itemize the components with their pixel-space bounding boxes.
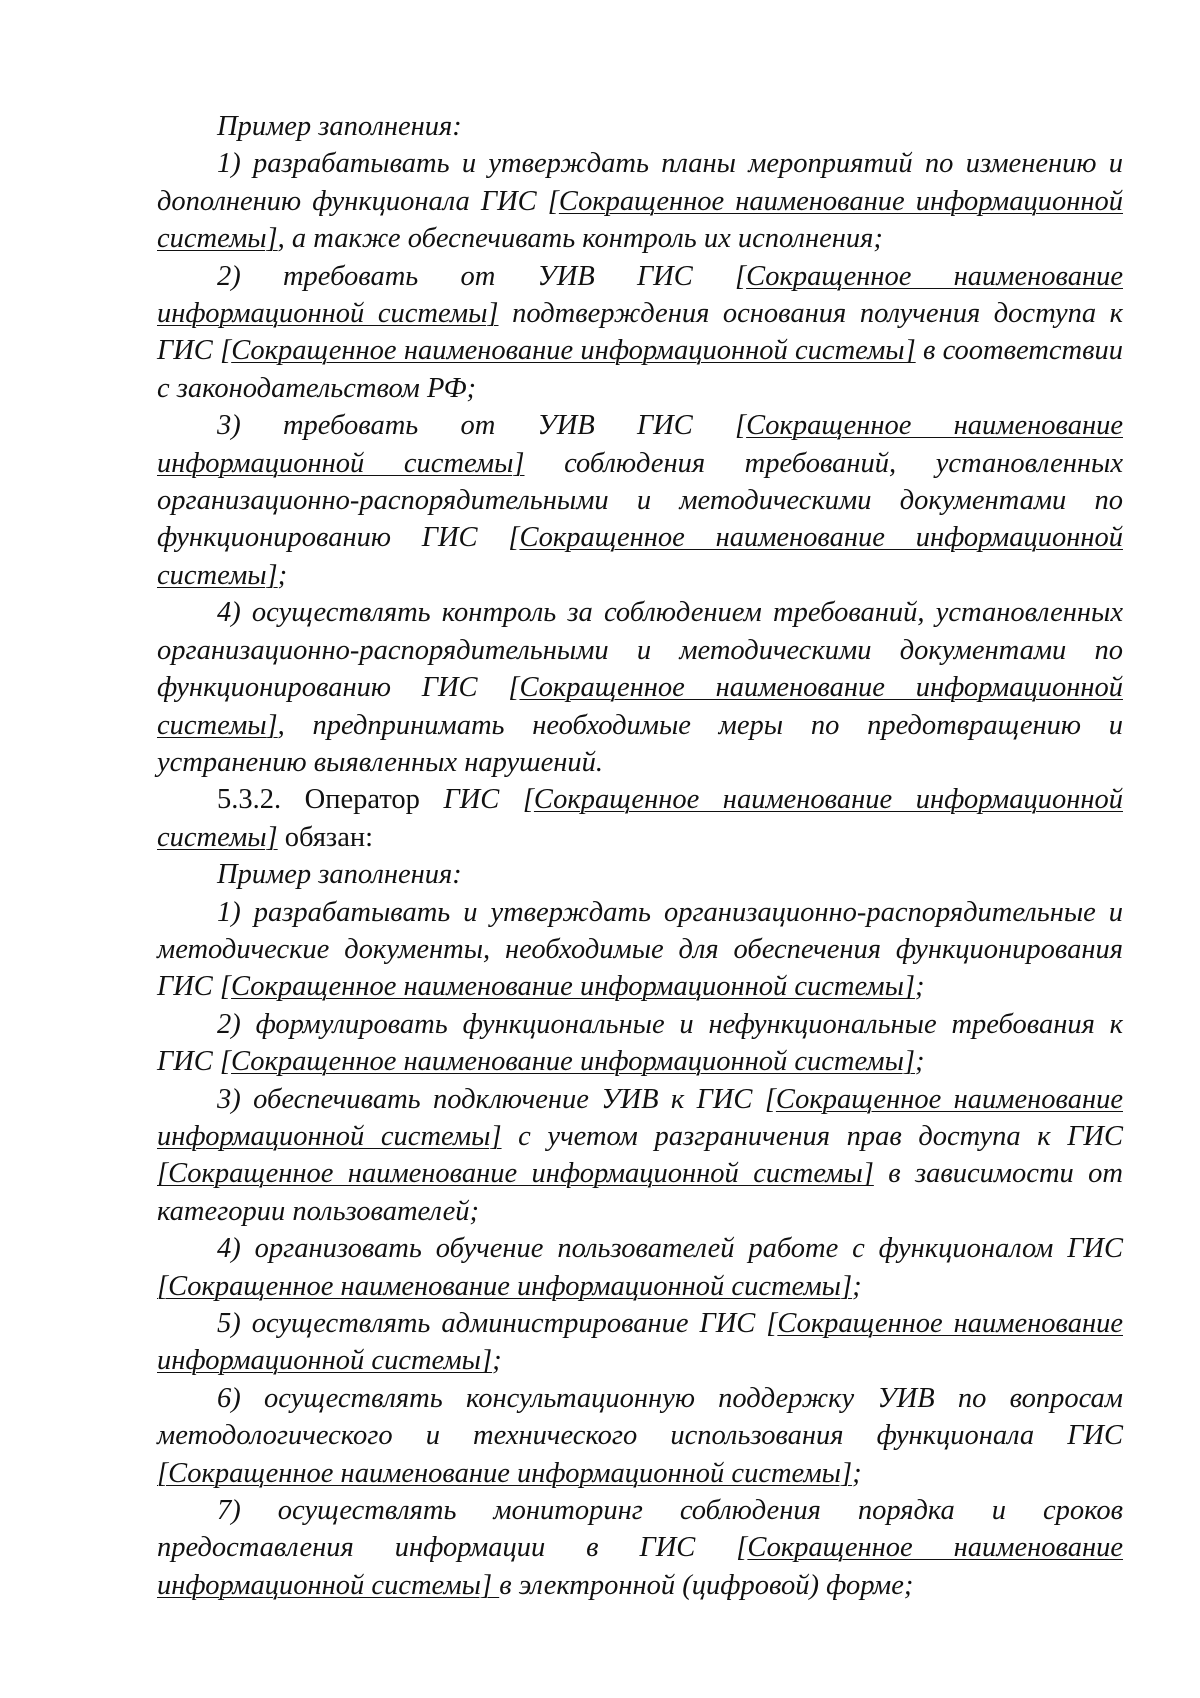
paragraph-text: 5.3.2. Оператор: [217, 784, 444, 816]
placeholder-text: Сокращенное наименование информационной системы]: [231, 335, 916, 367]
document-paragraph: [157, 108, 1123, 145]
placeholder-text: [Сокращенное наименование информационной системы]: [157, 1457, 853, 1489]
placeholder-text: Сокращенное наименование информационной системы]: [231, 1046, 916, 1078]
paragraph-text: 4) осуществлять контроль за соблюдением требований, установленных организационно-распорядительными и методическими документами по функционированию ГИС [: [157, 597, 1123, 704]
document-page: [157, 108, 1123, 1604]
paragraph-text: 2) формулировать функциональные и нефункциональные требования к ГИС [: [157, 1008, 1123, 1078]
paragraph-text: 5) осуществлять администрирование ГИС [: [217, 1308, 778, 1339]
paragraph-text: 1) разрабатывать и утверждать планы мероприятий по изменению и дополнению функционала ГИС [: [157, 148, 1123, 217]
paragraph-text: ;: [852, 1457, 862, 1489]
paragraph-text: соблюдения требований, установленных организационно-распорядительными и методическими документами по функционированию ГИС [: [157, 447, 1123, 554]
document-paragraph: [157, 894, 1123, 1006]
document-paragraph: [157, 1081, 1123, 1231]
paragraph-text: 6) осуществлять консультационную поддержку УИВ по вопросам методологического и технического использования функционала ГИС: [157, 1382, 1123, 1452]
paragraph-text: ;: [915, 971, 925, 1003]
document-paragraph: [157, 1230, 1123, 1305]
document-paragraph: [157, 1380, 1123, 1492]
placeholder-text: Сокращенное наименование информационной системы]: [157, 185, 1123, 255]
paragraph-text: ;: [492, 1345, 502, 1377]
paragraph-text: ;: [915, 1046, 925, 1078]
placeholder-text: Сокращенное наименование информационной системы]: [157, 784, 1123, 853]
placeholder-text: Сокращенное наименование информационной системы]: [157, 1083, 1123, 1152]
document-paragraph: [157, 145, 1123, 257]
paragraph-text: ;: [852, 1270, 862, 1302]
placeholder-text: Сокращенное наименование информационной системы]: [157, 1308, 1123, 1377]
paragraph-text: , а также обеспечивать контроль их исполнения;: [277, 223, 883, 255]
placeholder-text: Сокращенное наименование информационной системы]: [157, 672, 1123, 741]
document-paragraph: [157, 1305, 1123, 1380]
paragraph-text: в электронной (цифровой) форме;: [499, 1569, 914, 1601]
paragraph-text: в зависимости от категории пользователей;: [157, 1158, 1123, 1227]
document-paragraph: [157, 407, 1123, 594]
paragraph-text: ГИС [: [443, 784, 534, 816]
placeholder-text: [Сокращенное наименование информационной системы]: [157, 1158, 874, 1190]
paragraph-text: ;: [277, 559, 288, 591]
paragraph-text: в соответствии с законодательством РФ;: [157, 335, 1123, 404]
document-paragraph: [157, 258, 1123, 408]
document-paragraph: [157, 856, 1123, 893]
paragraph-text: с учетом разграничения прав доступа к ГИС: [501, 1120, 1123, 1152]
paragraph-text: , предпринимать необходимые меры по предотвращению и устранению выявленных нарушений.: [157, 709, 1123, 778]
paragraph-text: 1) разрабатывать и утверждать организационно-распорядительные и методические документы, необходимые для обеспечения функционирования ГИС [: [157, 896, 1123, 1003]
document-paragraph: [157, 1006, 1123, 1081]
paragraph-text: 3) требовать от УИВ ГИС [: [217, 410, 747, 442]
paragraph-text: обязан:: [277, 821, 374, 853]
placeholder-text: Сокращенное наименование информационной системы]: [157, 522, 1123, 591]
placeholder-text: Сокращенное наименование информационной системы]: [157, 260, 1123, 330]
placeholder-text: Сокращенное наименование информационной системы]: [231, 971, 916, 1003]
paragraph-text: 4) организовать обучение пользователей работе с функционалом ГИС: [217, 1233, 1123, 1265]
document-paragraph: [157, 594, 1123, 781]
document-paragraph: [157, 781, 1123, 856]
placeholder-text: [Сокращенное наименование информационной системы]: [157, 1270, 853, 1302]
placeholder-text: Сокращенное наименование информационной системы]: [157, 410, 1123, 479]
paragraph-text: подтверждения основания получения доступа к ГИС [: [157, 298, 1123, 367]
paragraph-text: Пример заполнения:: [217, 111, 462, 142]
paragraph-text: 2) требовать от УИВ ГИС [: [217, 260, 747, 292]
placeholder-text: Сокращенное наименование информационной системы]: [157, 1532, 1124, 1601]
document-paragraph: [157, 1492, 1123, 1604]
paragraph-text: 3) обеспечивать подключение УИВ к ГИС [: [217, 1083, 776, 1115]
paragraph-text: 7) осуществлять мониторинг соблюдения порядка и сроков предоставления информации в ГИС [: [157, 1495, 1123, 1564]
paragraph-text: Пример заполнения:: [217, 859, 462, 891]
